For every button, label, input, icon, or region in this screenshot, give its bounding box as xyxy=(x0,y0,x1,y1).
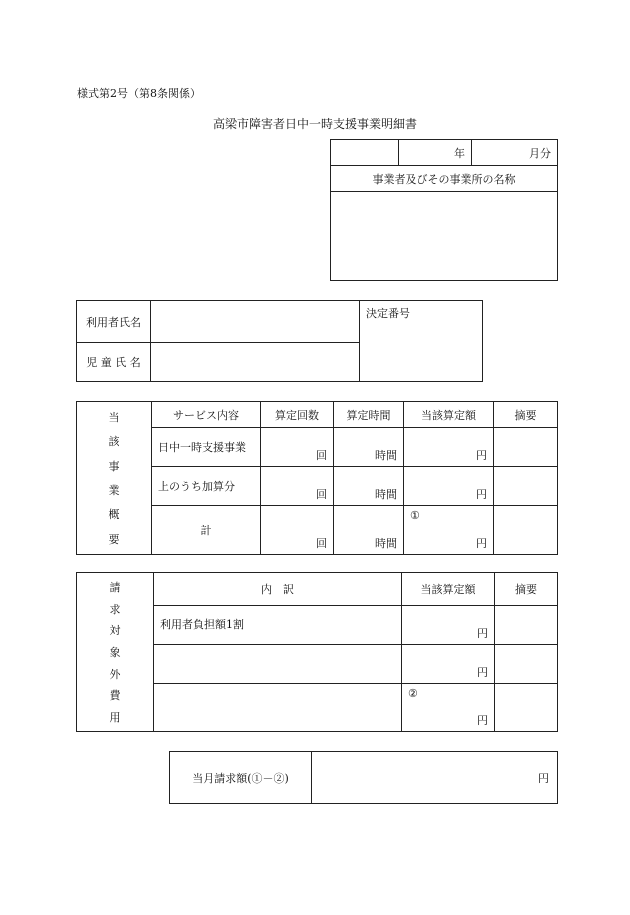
header-amount: 当該算定額 xyxy=(402,573,495,606)
time-cell[interactable]: 時間 xyxy=(334,467,404,506)
amount-cell[interactable]: ② 円 xyxy=(402,684,495,732)
detail-cell[interactable]: 利用者負担額1割 xyxy=(154,606,402,645)
header-count: 算定回数 xyxy=(261,402,334,428)
detail-cell[interactable] xyxy=(154,684,402,732)
form-number: 様式第2号（第8条関係） xyxy=(77,87,201,100)
header-time: 算定時間 xyxy=(334,402,404,428)
count-cell[interactable]: 回 xyxy=(261,506,334,555)
user-box xyxy=(76,300,483,382)
remarks-cell[interactable] xyxy=(495,684,558,732)
service-name: 上のうち加算分 xyxy=(152,467,261,506)
remarks-cell[interactable] xyxy=(494,467,558,506)
page-title: 高梁市障害者日中一時支援事業明細書 xyxy=(212,117,417,131)
excluded-cost-table xyxy=(76,572,558,732)
month-label: 月分 xyxy=(472,140,558,166)
remarks-cell[interactable] xyxy=(495,606,558,645)
circled-one-mark: ① xyxy=(410,509,420,522)
count-cell[interactable]: 回 xyxy=(261,467,334,506)
user-name-field[interactable] xyxy=(151,301,360,343)
header-remarks: 摘要 xyxy=(494,402,558,428)
service-name: 日中一時支援事業 xyxy=(152,428,261,467)
amount-cell[interactable]: 円 xyxy=(404,467,494,506)
decision-number-cell[interactable] xyxy=(360,301,483,382)
user-name-label: 利用者氏名 xyxy=(77,301,151,343)
total-amount-cell[interactable]: 円 xyxy=(312,752,558,804)
period-provider-box xyxy=(330,139,558,281)
header-service: サービス内容 xyxy=(152,402,261,428)
child-name-label: 児 童 氏 名 xyxy=(77,343,151,382)
time-cell[interactable]: 時間 xyxy=(334,506,404,555)
time-cell[interactable]: 時間 xyxy=(334,428,404,467)
amount-cell[interactable]: 円 xyxy=(402,606,495,645)
remarks-cell[interactable] xyxy=(494,506,558,555)
header-amount: 当該算定額 xyxy=(404,402,494,428)
amount-cell[interactable]: 円 xyxy=(402,645,495,684)
circled-two-mark: ② xyxy=(408,687,418,700)
provider-label: 事業者及びその事業所の名称 xyxy=(331,166,558,192)
detail-cell[interactable] xyxy=(154,645,402,684)
header-remarks: 摘要 xyxy=(495,573,558,606)
excluded-side-label: 請 求 対 象 外 費 用 xyxy=(77,573,154,732)
provider-name-cell[interactable] xyxy=(331,192,558,281)
remarks-cell[interactable] xyxy=(495,645,558,684)
remarks-cell[interactable] xyxy=(494,428,558,467)
header-detail: 内 訳 xyxy=(154,573,402,606)
year-label: 年 xyxy=(399,140,472,166)
amount-cell[interactable]: ① 円 xyxy=(404,506,494,555)
count-cell[interactable]: 回 xyxy=(261,428,334,467)
amount-cell[interactable]: 円 xyxy=(404,428,494,467)
total-label: 当月請求額(①－②) xyxy=(170,752,312,804)
total-box xyxy=(169,751,558,804)
summary-side-label: 当 該 事 業 概 要 xyxy=(77,402,152,555)
child-name-field[interactable] xyxy=(151,343,360,382)
service-name-total: 計 xyxy=(152,506,261,555)
service-summary-table xyxy=(76,401,558,555)
year-value-cell[interactable] xyxy=(331,140,399,166)
decision-number-label: 決定番号 xyxy=(366,307,410,320)
